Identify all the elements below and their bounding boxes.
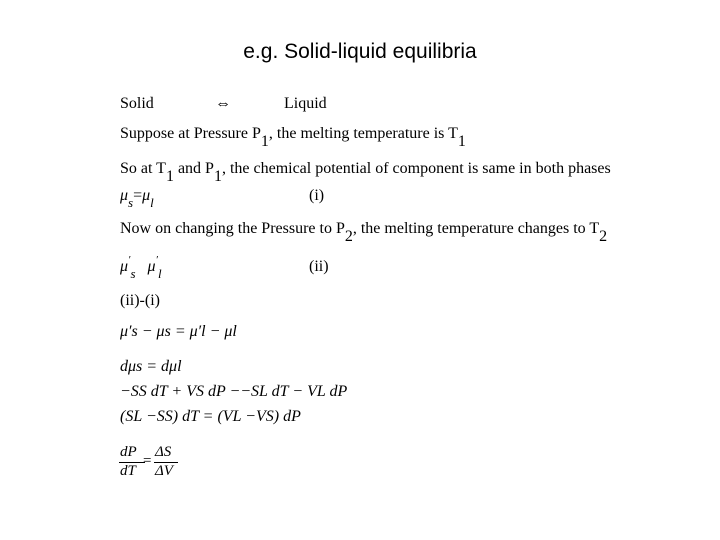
equals-sign: = <box>133 187 143 204</box>
mu-prime-s: μ <box>120 258 129 275</box>
mu-prime-l: μ <box>147 258 156 275</box>
mu-symbol: μ <box>120 187 129 204</box>
temperature-subscript: 1 <box>457 133 466 150</box>
pressure-statement <box>120 125 466 150</box>
fraction-dt: dT <box>120 463 136 479</box>
chemical-potential-statement <box>120 160 611 185</box>
equation-differential: dμs = dμl <box>120 358 182 375</box>
difference-label: (ii)-(i) <box>120 292 160 309</box>
prime-1: ′ <box>128 254 131 266</box>
equation-i-tag: (i) <box>309 187 325 204</box>
pc-sub-1: 2 <box>344 228 353 245</box>
fraction-equals: = <box>143 453 152 469</box>
mu-sub-l: l <box>150 195 154 210</box>
solid-label: Solid <box>120 95 154 112</box>
equilibrium-arrow: ⇔ <box>215 95 231 112</box>
cp-sub-1: 1 <box>165 168 174 185</box>
equation-ii-tag: (ii) <box>309 258 329 275</box>
pc-sub-2: 2 <box>599 228 608 245</box>
equation-ii <box>120 254 162 281</box>
pressure-text-a: Suppose at Pressure P <box>120 125 261 142</box>
cp-text-c: , the chemical potential of component is same in both phases <box>221 160 611 177</box>
fraction-delta-s: ΔS <box>155 444 172 460</box>
pressure-change-statement <box>120 220 608 245</box>
liquid-label: Liquid <box>284 95 327 112</box>
pressure-subscript: 1 <box>260 133 269 150</box>
sub-s: s <box>130 266 136 281</box>
equation-rearranged: (SL −SS) dT = (VL −VS) dP <box>120 408 301 425</box>
equation-i <box>120 187 154 210</box>
prime-2: ′ <box>155 254 158 266</box>
cp-text-b: and P <box>173 160 214 177</box>
pc-text-b: , the melting temperature changes to T <box>352 220 600 237</box>
cp-sub-2: 1 <box>213 168 222 185</box>
equation-entropy-volume: −SS dT + VS dP −−SL dT − VL dP <box>120 383 348 400</box>
equation-difference: μ′s − μs = μ′l − μl <box>120 323 237 340</box>
cp-text-a: So at T <box>120 160 166 177</box>
fraction-delta-v: ΔV <box>155 463 173 479</box>
sub-l: l <box>157 266 162 281</box>
mu-symbol-2: μ <box>142 187 151 204</box>
fraction-dp: dP <box>120 444 137 460</box>
slide-title: e.g. Solid-liquid equilibria <box>243 40 477 63</box>
mu-sub-s: s <box>128 195 134 210</box>
pc-text-a: Now on changing the Pressure to P <box>120 220 345 237</box>
pressure-text-b: , the melting temperature is T <box>268 125 458 142</box>
